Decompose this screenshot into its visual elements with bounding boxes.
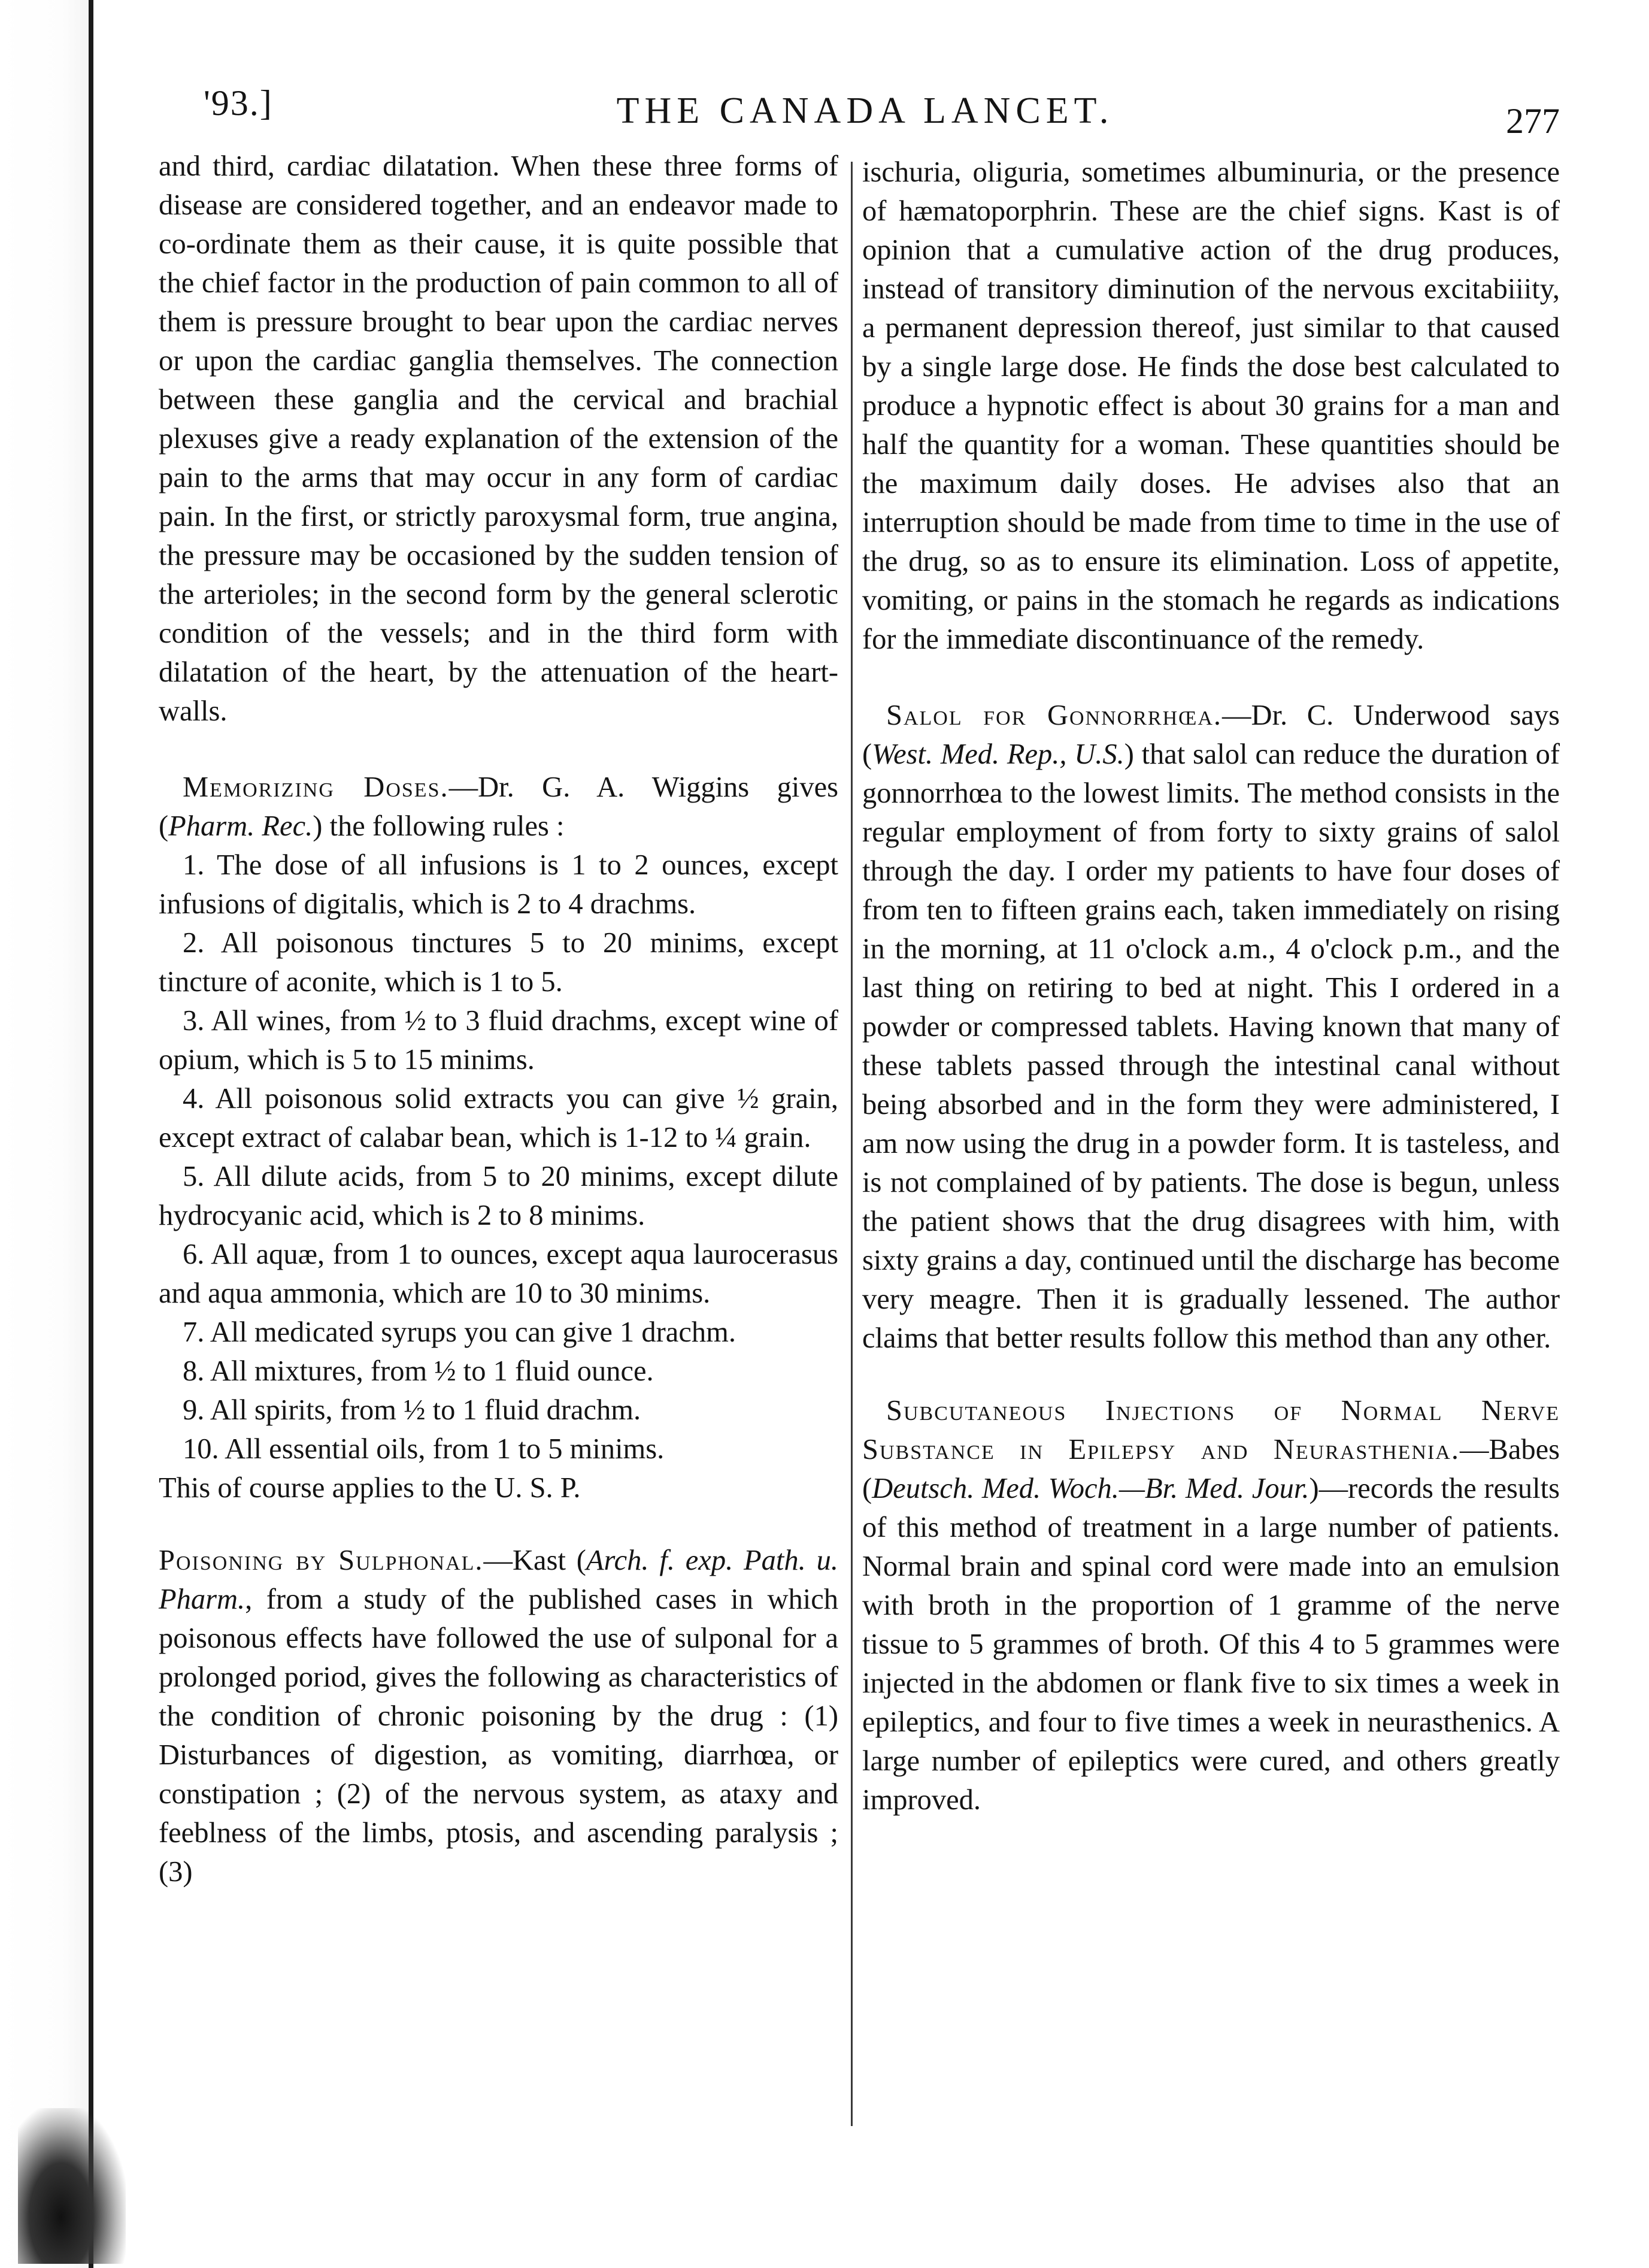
page-number: 277 <box>1506 101 1560 141</box>
dose-rule: 8. All mixtures, from ½ to 1 fluid ounce. <box>183 1355 654 1387</box>
section-heading: Poisoning by Sulphonal. <box>159 1545 484 1576</box>
dose-rule: 1. The dose of all infusions is 1 to 2 ounces, except infusions of digitalis, which is 2 to 4 drachms. <box>159 849 838 920</box>
usp-note: This of course applies to the U. S. P. <box>159 1472 581 1504</box>
header-year: '93.] <box>204 83 273 123</box>
page-binding-shadow <box>0 0 90 2268</box>
journal-title: THE CANADA LANCET. <box>616 90 1114 131</box>
salol-paragraph: Salol for Gonnorrhœa.—Dr. C. Underwood says (West. Med. Rep., U.S.) that salol can reduce the duration of gonnorrhœa to the lowest limits. The method consists in the regular employment of from forty to sixty grains of salol through the day. I order my patients to have four doses of from ten to fifteen grains each, taken immediately on rising in the morning, at 11 o'clock a.m., 4 o'clock p.m., and the last thing on retiring to bed at night. This I ordered in a powder or compressed tablets. Having known that many of these tablets passed through the intestinal canal without being absorbed and in the form they were administered, I am now using the drug in a powder form. It is tasteless, and is not complained of by patients. The dose is begun, unless the patient shows that the drug disagrees with him, with sixty grains a day, continued until the discharge has become very meagre. Then it is gradually lessened. The author claims that better results follow this method than any other. <box>862 700 1560 1354</box>
section-heading: Memorizing Doses. <box>183 771 449 803</box>
running-header <box>171 77 1560 141</box>
dose-rule: 7. All medicated syrups you can give 1 drachm. <box>183 1316 736 1348</box>
citation: Pharm. Rec. <box>168 810 313 842</box>
sulphonal-continued-paragraph: ischuria, oliguria, sometimes albuminuria, or the presence of hæmatoporphrin. These are the chief signs. Kast is of opinion that a cumulative action of the drug produces, instead of transitory diminution of the nervous excitabiiity, a permanent depression thereof, just similar to that caused by a single large dose. He finds the dose best calculated to produce a hypnotic effect is about 30 grains for a man and half the quantity for a woman. These quantities should be the maximum daily doses. He advises also that an interruption should be made from time to time in the use of the drug, so as to ensure its elimination. Loss of appetite, vomiting, or pains in the stomach he regards as indications for the immediate discontinuance of the remedy. <box>862 156 1560 655</box>
page-binding-edge <box>89 0 93 2268</box>
column-divider <box>851 162 853 2126</box>
citation: Arch. f. exp. Path. u. Pharm. <box>159 1545 838 1615</box>
right-column <box>862 153 1560 1819</box>
cardiac-pain-paragraph: and third, cardiac dilatation. When these three forms of disease are considered together, and an endeavor made to co-ordinate them as their cause, it is quite possible that the chief factor in the production of pain common to all of them is pressure brought to bear upon the cardiac nerves or upon the cardiac ganglia themselves. The connection between these ganglia and the cervical and brachial plexuses give a ready explanation of the extension of the pain to the arms that may occur in any form of cardiac pain. In the first, or strictly paroxysmal form, true angina, the pressure may be occasioned by the sudden tension of the arterioles; in the second form by the general sclerotic condition of the vessels; and in the third form with dilatation of the heart, by the attenuation of the heart-walls. <box>159 150 838 727</box>
dose-rule: 2. All poisonous tinctures 5 to 20 minims, except tincture of aconite, which is 1 to 5. <box>159 927 838 998</box>
citation: Deutsch. Med. Woch.—Br. Med. Jour. <box>872 1473 1310 1504</box>
dose-rule: 4. All poisonous solid extracts you can give ½ grain, except extract of calabar bean, which is 1-12 to ¼ grain. <box>159 1083 838 1153</box>
memorizing-doses-intro: Memorizing Doses.—Dr. G. A. Wiggins gives (Pharm. Rec.) the following rules : <box>159 771 838 842</box>
dose-rule: 6. All aquæ, from 1 to ounces, except aqua laurocerasus and aqua ammonia, which are 10 to 30 minims. <box>159 1239 838 1309</box>
ink-smudge <box>18 2108 126 2264</box>
citation: West. Med. Rep., U.S. <box>872 738 1124 770</box>
section-heading: Subcutaneous Injections of Normal Nerve Substance in Epilepsy and Neurasthenia. <box>862 1395 1560 1465</box>
sulphonal-paragraph: Poisoning by Sulphonal.—Kast (Arch. f. exp. Path. u. Pharm., from a study of the published cases in which poisonous effects have followed the use of sulponal for a prolonged poriod, gives the following as characteristics of the condition of chronic poisoning by the drug : (1) Disturbances of digestion, as vomiting, diarrhœa, or constipation ; (2) of the nervous system, as ataxy and feeblness of the limbs, ptosis, and ascending paralysis ; (3) <box>159 1545 838 1888</box>
dose-rule: 5. All dilute acids, from 5 to 20 minims, except dilute hydrocyanic acid, which is 2 to 8 minims. <box>159 1161 838 1231</box>
section-heading: Salol for Gonnorrhœa. <box>886 700 1223 731</box>
dose-rule: 3. All wines, from ½ to 3 fluid drachms, except wine of opium, which is 5 to 15 minims. <box>159 1005 838 1076</box>
dose-rule: 9. All spirits, from ½ to 1 fluid drachm. <box>183 1394 641 1426</box>
left-column <box>159 147 838 1891</box>
dose-rule: 10. All essential oils, from 1 to 5 minims. <box>183 1433 665 1465</box>
subcutaneous-injections-paragraph: Subcutaneous Injections of Normal Nerve Substance in Epilepsy and Neurasthenia.—Babes (Deutsch. Med. Woch.—Br. Med. Jour.)—records the results of this method of treatment in a large number of patients. Normal brain and spinal cord were made into an emulsion with broth in the proportion of 1 gramme of the nerve tissue to 5 grammes of broth. Of this 4 to 5 grammes were injected in the abdomen or flank five to six times a week in epileptics, and four to five times a week in neurasthenics. A large number of epileptics were cured, and others greatly improved. <box>862 1395 1560 1816</box>
